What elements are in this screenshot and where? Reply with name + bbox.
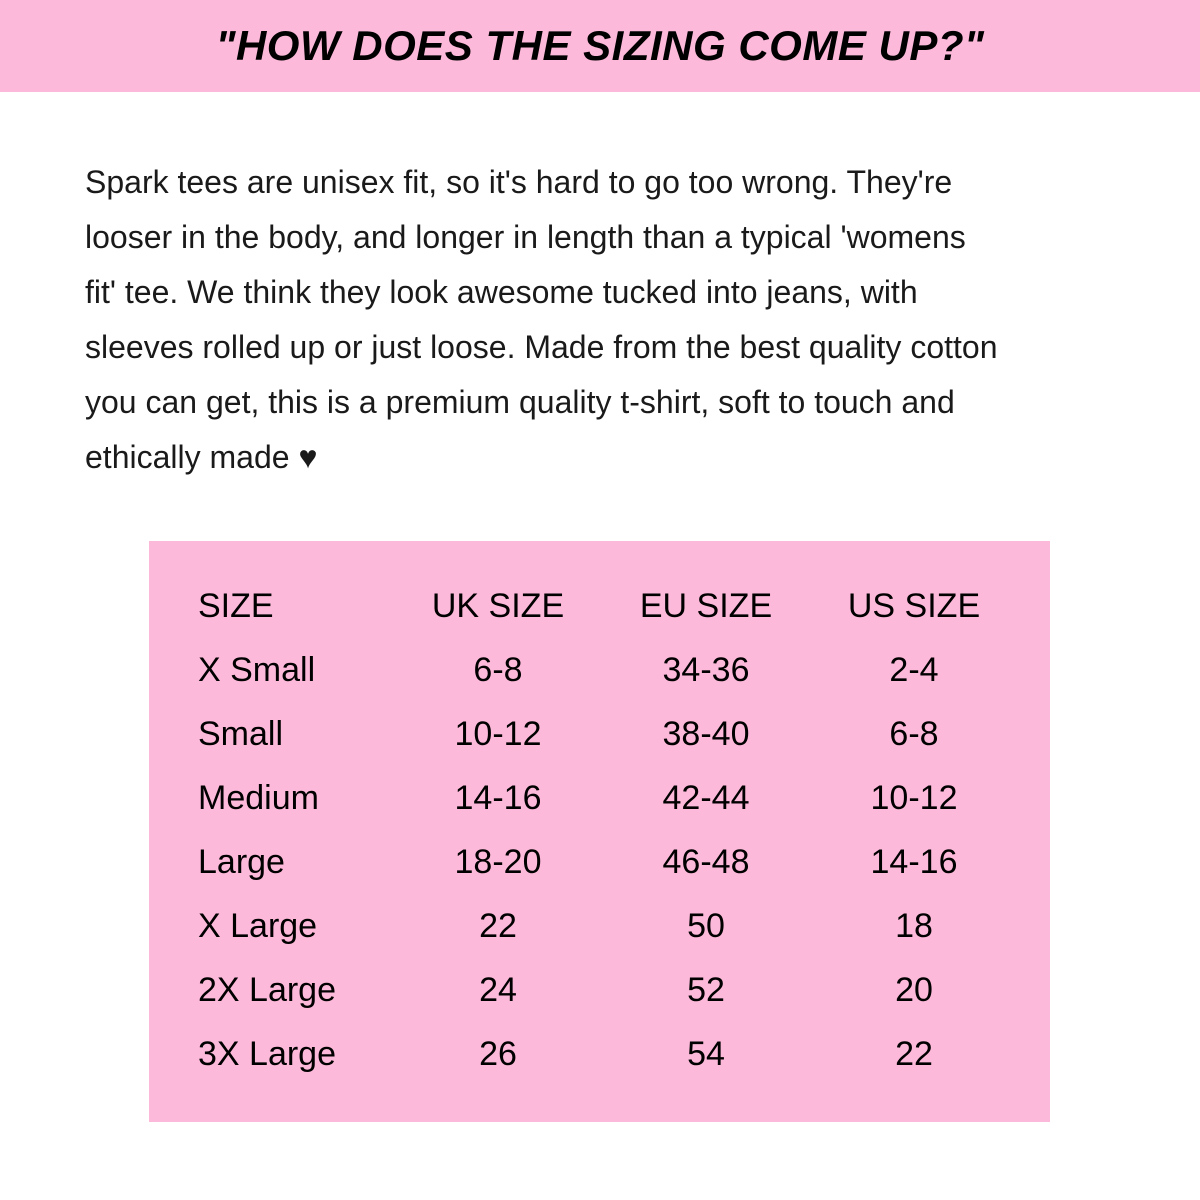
size-label: X Small [198,651,316,689]
eu-size-value: 52 [687,971,725,1009]
header-banner [0,0,1200,92]
size-chart-table [149,541,1050,1122]
table-header-row [198,574,1050,638]
uk-size-value: 26 [479,1035,517,1073]
column-header-us-size: US SIZE [847,587,981,625]
eu-size-value: 46-48 [662,843,750,881]
intro-line-3: fit' tee. We think they look awesome tucked into jeans, with [85,274,918,310]
uk-size-value: 22 [479,907,517,945]
intro-line-4: sleeves rolled up or just loose. Made from the best quality cotton [85,329,998,365]
column-header-size: SIZE [198,587,274,625]
intro-line-6-with-heart-icon: ethically made ♥ [85,439,318,475]
size-label: Small [198,715,284,753]
eu-size-value: 50 [687,907,725,945]
uk-size-value: 24 [479,971,517,1009]
us-size-value: 22 [895,1035,933,1073]
eu-size-value: 42-44 [662,779,750,817]
eu-size-value: 54 [687,1035,725,1073]
table-row-small [198,702,1050,766]
size-label: 2X Large [198,971,336,1009]
table-row-2x-large [198,958,1050,1022]
page-title: "HOW DOES THE SIZING COME UP?" [215,22,985,69]
us-size-value: 10-12 [870,779,958,817]
intro-paragraph [85,155,1145,485]
us-size-value: 2-4 [889,651,939,689]
size-label: 3X Large [198,1035,336,1073]
table-row-large [198,830,1050,894]
uk-size-value: 10-12 [454,715,542,753]
intro-line-1: Spark tees are unisex fit, so it's hard to go too wrong. They're [85,164,953,200]
table-row-medium [198,766,1050,830]
size-label: Large [198,843,285,881]
eu-size-value: 34-36 [662,651,750,689]
table-row-3x-large [198,1022,1050,1086]
size-label: X Large [198,907,318,945]
intro-line-5: you can get, this is a premium quality t-shirt, soft to touch and [85,384,955,420]
column-header-uk-size: UK SIZE [431,587,565,625]
uk-size-value: 14-16 [454,779,542,817]
table-row-x-large [198,894,1050,958]
eu-size-value: 38-40 [662,715,750,753]
intro-line-2: looser in the body, and longer in length than a typical 'womens [85,219,966,255]
uk-size-value: 6-8 [473,651,523,689]
us-size-value: 6-8 [889,715,939,753]
size-label: Medium [198,779,319,817]
table-row-x-small [198,638,1050,702]
uk-size-value: 18-20 [454,843,542,881]
us-size-value: 14-16 [870,843,958,881]
column-header-eu-size: EU SIZE [639,587,773,625]
us-size-value: 20 [895,971,933,1009]
us-size-value: 18 [895,907,933,945]
